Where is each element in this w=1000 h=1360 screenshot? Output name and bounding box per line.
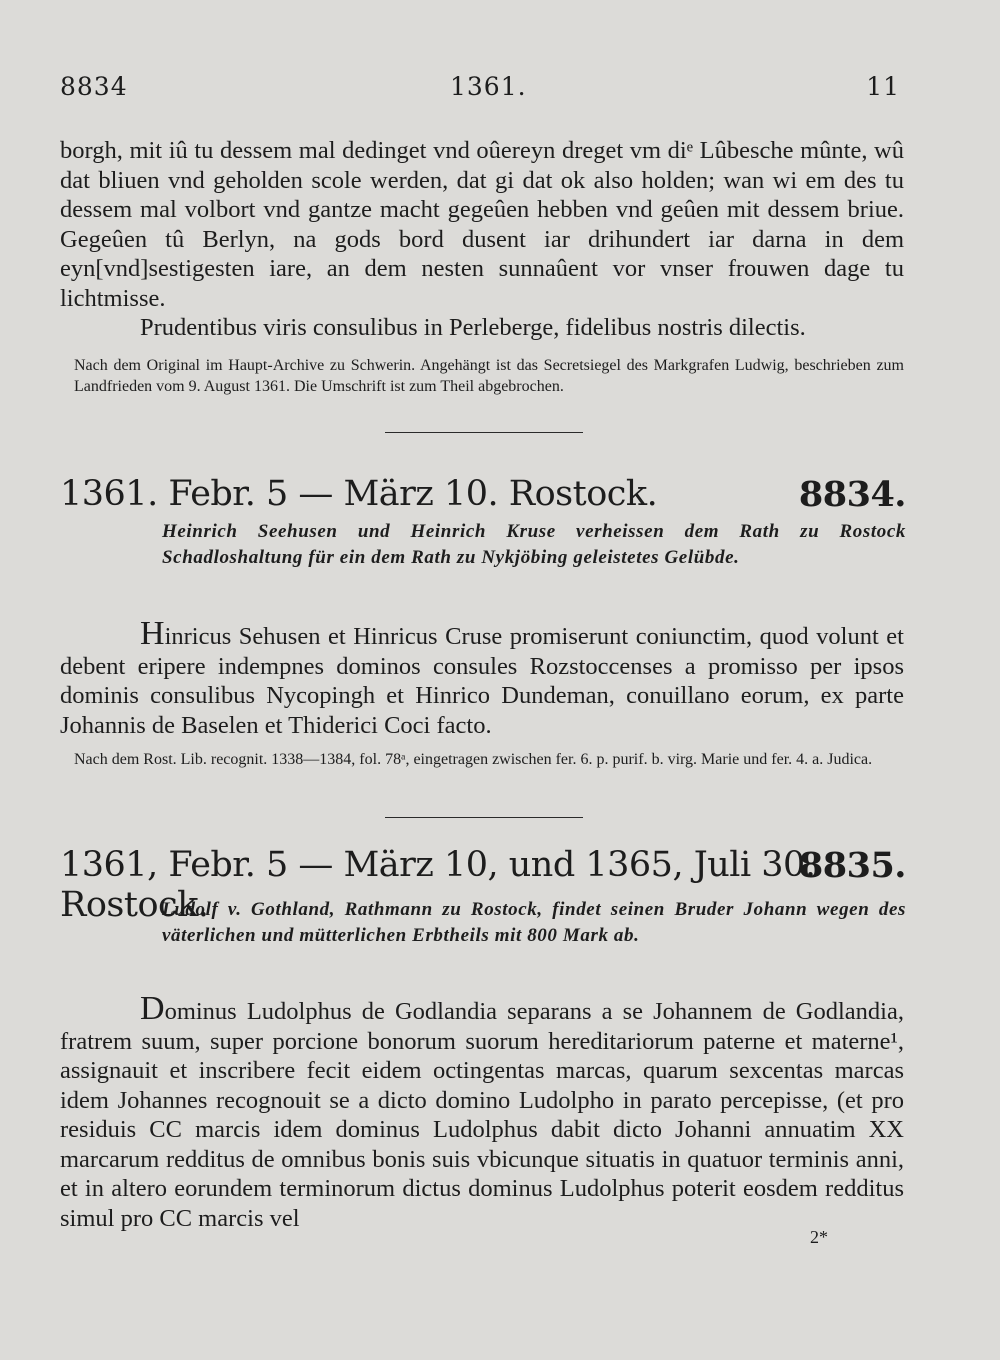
entry-body [60,617,904,740]
continuation-note: Nach dem Original im Haupt-Archive zu Schwerin. Angehängt ist das Secretsiegel des Markgrafen Ludwig, beschrieben zum Landfrieden vom 9. August 1361. Die Umschrift ist zum Theil abgebrochen. [74,357,904,395]
entry-body [60,992,904,1233]
signature-mark: 2* [810,1227,828,1247]
entry-date: 1361, Febr. 5 — März 10, und 1365, Juli 30. Rostock. [60,845,816,925]
continuation-address: Prudentibus viris consulibus in Perleberge, fidelibus nostris dilectis. [140,314,806,341]
running-head-year: 1361. [450,72,527,101]
entry-body-text: ominus Ludolphus de Godlandia separans a se Johannem de Godlandia, fratrem suum, super porcione bonorum suorum hereditariorum paterne et materne¹, assignauit et inscribere fecit eidem octingentas marcas, quarum sexcentas marcas idem Johannes recognouit se a dicto domino Ludolpho in parato percepisse, (et pro residuis CC marcis idem dominus Ludolphus dabit dicto Johanni annuatim XX marcarum redditus de omnibus bonis suis vbicunque situatis in quatuor terminis anni, et in altero eorundem terminorum dictus dominus Ludolphus poterit eosdem redditus simul pro CC marcis vel [60,998,904,1232]
entry-note: Nach dem Rost. Lib. recognit. 1338—1384, fol. 78ᵃ, eingetragen zwischen fer. 6. p. purif. b. virg. Marie und fer. 4. a. Judica. [74,751,873,768]
section-divider [385,432,583,433]
entry-body-text: inricus Sehusen et Hinricus Cruse promiserunt coniunctim, quod volunt et debent eripere indempnes dominos consules Rozstoccenses a promisso per ipsos dominis consulibus Nycopingh et Hinrico Dundeman, conuillano eorum, ex parte Johannis de Baselen et Thiderici Coci facto. [60,623,904,739]
continuation-text: borgh, mit iû tu dessem mal dedinget vnd oûereyn dreget vm diᵉ Lûbesche mûnte, wû dat bliuen vnd geholden scole werden, dat gi dat ok also holden; wan wi em des tu dessem mal volbort vnd gantze macht gegeûen hebben vnd geûen mit dessem briue. Gegeûen tû Berlyn, na gods bord dusent iar drihundert iar darna in dem eyn[vnd]sestigesten iare, an dem nesten sunnaûent vor vnser frouwen dage tu lichtmisse. [60,137,904,312]
page-number: 11 [866,72,900,101]
entry-number: 8835. [798,845,906,886]
running-head [60,72,900,112]
initial-letter: H [140,615,165,652]
entry-summary: Ludolf v. Gothland, Rathmann zu Rostock, findet seinen Bruder Johann wegen des väterlichen und mütterlichen Erbtheils mit 800 Mark ab. [162,899,906,946]
entry-summary: Heinrich Seehusen und Heinrich Kruse verheissen dem Rath zu Rostock Schadloshaltung für ein dem Rath zu Nykjöbing geleistetes Gelübde. [162,521,906,568]
initial-letter: D [140,990,165,1027]
running-head-left: 8834 [60,72,128,101]
entry-number: 8834. [798,474,906,515]
entry-date: 1361. Febr. 5 — März 10. Rostock. [60,474,658,514]
section-divider [385,817,583,818]
entry-heading-8834 [60,474,906,518]
